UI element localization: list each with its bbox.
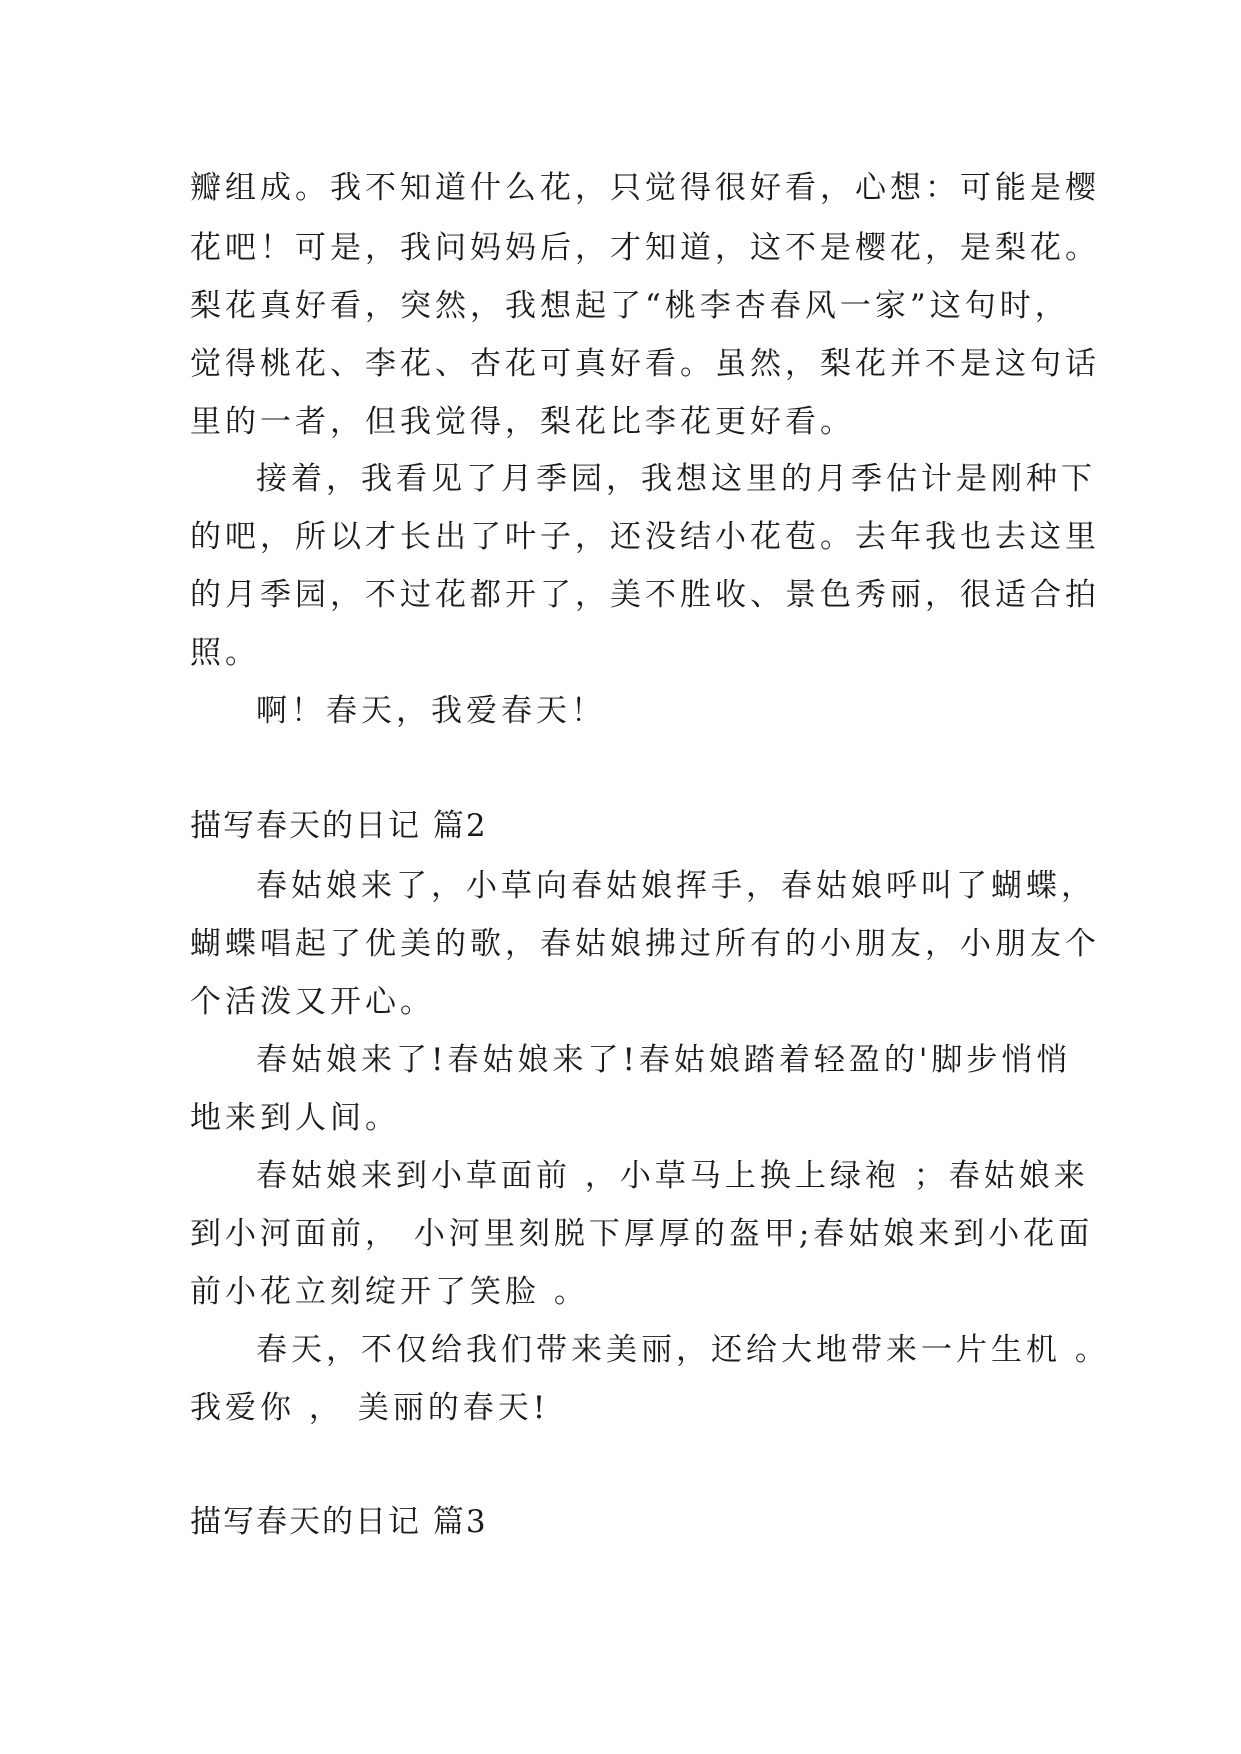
- paragraph-line: 瓣组成。我不知道什么花，只觉得很好看，心想：可能是樱: [190, 170, 1100, 206]
- paragraph-line: 里的一者，但我觉得，梨花比李花更好看。: [190, 404, 855, 440]
- paragraph-line: 的吧，所以才长出了叶子，还没结小花苞。去年我也去这里: [190, 519, 1100, 555]
- paragraph-line: 地来到人间。: [190, 1100, 400, 1136]
- paragraph-line: 春姑娘来了!春姑娘来了!春姑娘踏着轻盈的'脚步悄悄: [256, 1042, 1072, 1078]
- paragraph-line: 照。: [190, 635, 260, 671]
- paragraph-line: 梨花真好看，突然，我想起了“桃李杏春风一家”这句时，: [190, 288, 1070, 324]
- paragraph-line: 接着，我看见了月季园，我想这里的月季估计是刚种下: [256, 461, 1096, 497]
- paragraph-line: 春姑娘来了，小草向春姑娘挥手，春姑娘呼叫了蝴蝶，: [256, 868, 1096, 904]
- paragraph-line: 我爱你 ， 美丽的春天!: [190, 1390, 550, 1426]
- paragraph-line: 花吧！可是，我问妈妈后，才知道，这不是樱花，是梨花。: [190, 230, 1100, 266]
- paragraph-line: 的月季园，不过花都开了，美不胜收、景色秀丽，很适合拍: [190, 577, 1100, 613]
- paragraph-line: 蝴蝶唱起了优美的歌，春姑娘拂过所有的小朋友，小朋友个: [190, 926, 1100, 962]
- paragraph-line: 到小河面前， 小河里刻脱下厚厚的盔甲;春姑娘来到小花面: [190, 1216, 1094, 1252]
- paragraph-line: 觉得桃花、李花、杏花可真好看。虽然，梨花并不是这句话: [190, 346, 1100, 382]
- section-heading: 描写春天的日记 篇2: [190, 808, 488, 844]
- paragraph-line: 个活泼又开心。: [190, 984, 435, 1020]
- paragraph-line: 前小花立刻绽开了笑脸 。: [190, 1274, 589, 1310]
- paragraph-line: 春姑娘来到小草面前 ，小草马上换上绿袍 ；春姑娘来: [256, 1158, 1089, 1194]
- section-heading: 描写春天的日记 篇3: [190, 1504, 488, 1540]
- paragraph-line: 春天，不仅给我们带来美丽，还给大地带来一片生机 。: [256, 1332, 1110, 1368]
- paragraph-line: 啊！春天，我爱春天！: [256, 693, 606, 729]
